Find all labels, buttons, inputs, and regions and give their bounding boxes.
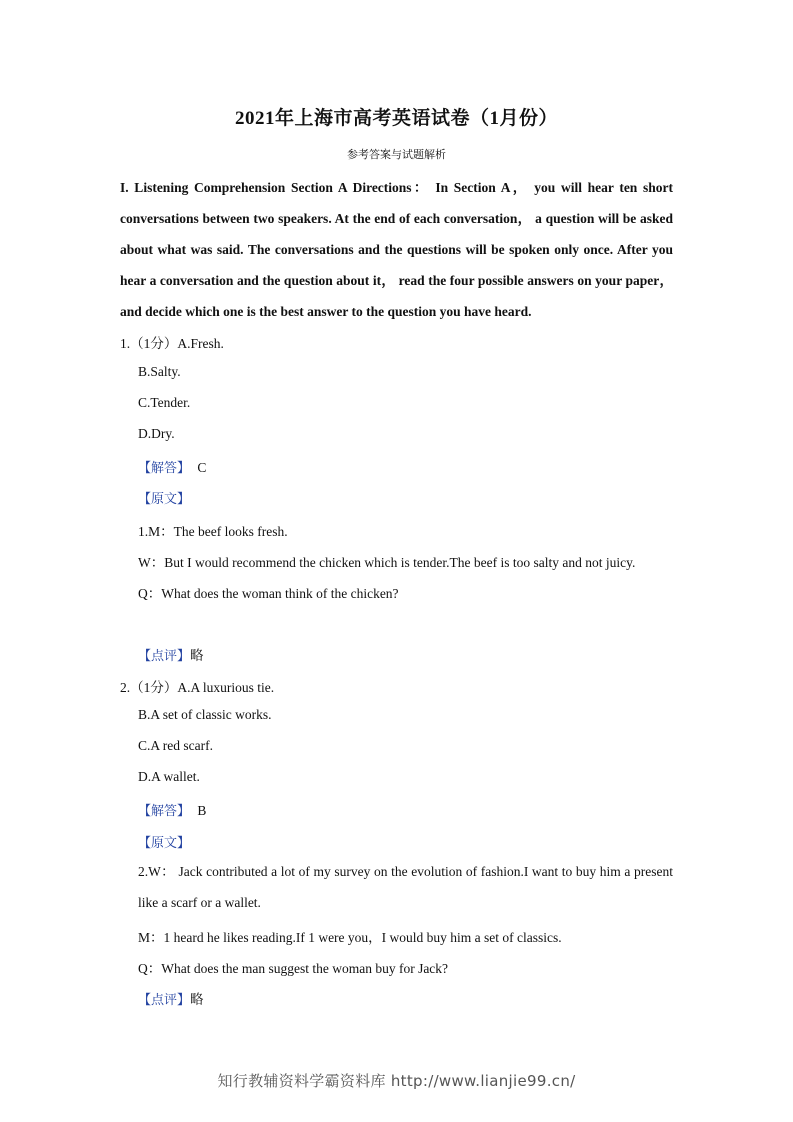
question-2-option-d: D.A wallet.	[138, 769, 200, 784]
footer-watermark: 知行教辅资料学霸资料库 http://www.lianjie99.cn/	[217, 1072, 576, 1090]
page-subtitle: 参考答案与试题解析	[347, 148, 446, 161]
comment-value: 略	[190, 648, 204, 663]
question-2-text-tag	[138, 832, 190, 851]
question-2-option-c: C.A red scarf.	[138, 738, 213, 753]
question-2-header: 2.（1分）A.A luxurious tie.	[120, 680, 275, 695]
question-2-transcript-line-1: 2.W： Jack contributed a lot of my survey on the evolution of fashion.I want to buy him a present like a scarf or a wallet.	[138, 864, 673, 910]
question-2-answer	[138, 800, 206, 819]
question-1-option-b: B.Salty.	[138, 364, 181, 379]
question-2-comment	[138, 988, 204, 1008]
comment-value: 略	[190, 992, 204, 1007]
page-title: 2021年上海市高考英语试卷（1月份）	[234, 108, 558, 129]
question-2-transcript-line-3: Q：What does the man suggest the woman buy for Jack?	[138, 961, 449, 976]
question-1-option-d: D.Dry.	[138, 426, 175, 441]
answer-tag: 【解答】	[138, 461, 191, 476]
directions-paragraph: I. Listening Comprehension Section A Directions： In Section A， you will hear ten short conversations between two speakers. At the end of each conversation， a question will be asked about what was said. The conversations and the questions will be spoken only once. After you hear a conversation and the question about it， read the four possible answers on your paper， and decide which one is the best answer to the question you have heard.	[120, 180, 673, 319]
question-2-option-b: B.A set of classic works.	[138, 707, 272, 722]
question-2-transcript-line-2: M：1 heard he likes reading.If 1 were you，I would buy him a set of classics.	[138, 930, 562, 945]
question-1-answer	[138, 457, 206, 476]
question-1-text-tag	[138, 488, 190, 507]
question-1-transcript-line-3: Q：What does the woman think of the chicken?	[138, 586, 399, 601]
question-1-transcript-line-2: W：But I would recommend the chicken which is tender.The beef is too salty and not juicy.	[138, 555, 636, 570]
question-1-option-c: C.Tender.	[138, 395, 191, 410]
comment-tag: 【点评】	[138, 993, 191, 1008]
original-text-tag: 【原文】	[138, 492, 191, 507]
question-1-comment	[138, 644, 204, 664]
question-1-header: 1.（1分）A.Fresh.	[120, 336, 224, 351]
original-text-tag: 【原文】	[138, 836, 191, 851]
comment-tag: 【点评】	[138, 649, 191, 664]
answer-tag: 【解答】	[138, 804, 191, 819]
question-1-transcript-line-1: 1.M：The beef looks fresh.	[138, 524, 288, 539]
answer-value: B	[197, 803, 207, 818]
answer-value: C	[197, 460, 207, 475]
